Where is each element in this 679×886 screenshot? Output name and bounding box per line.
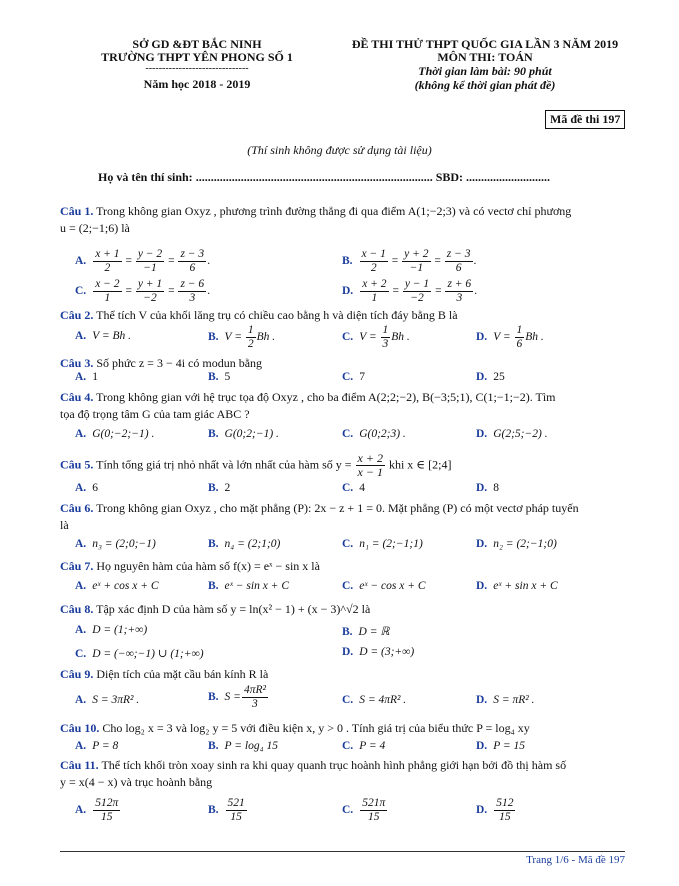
question-label: Câu 10. bbox=[60, 721, 100, 735]
q11-option-b[interactable]: B. $\frac{521}{15}$ bbox=[208, 797, 245, 823]
question-6 bbox=[60, 500, 626, 534]
question-5 bbox=[60, 452, 626, 479]
page-footer: Trang 1/6 - Mã đề 197 bbox=[526, 854, 625, 866]
name-dots: ............................................................................... bbox=[195, 170, 433, 184]
question-10 bbox=[60, 720, 626, 737]
question-text: Thể tích khối tròn xoay sinh ra khi quay quanh trục hoành hình phẳng giới hạn bởi đồ thị hàm số bbox=[98, 758, 567, 772]
exam-code: Mã đề thi 197 bbox=[545, 110, 625, 129]
q4-option-a[interactable]: A. G(0;−2;−1) . bbox=[75, 428, 155, 440]
q5-option-c[interactable]: C. 4 bbox=[342, 482, 365, 494]
name-label: Họ và tên thí sinh: bbox=[98, 170, 196, 184]
q11-option-d[interactable]: D. $\frac{512}{15}$ bbox=[476, 797, 514, 823]
q9-option-c[interactable]: C. S = 4πR² . bbox=[342, 694, 407, 706]
question-3 bbox=[60, 355, 626, 372]
school-name: TRƯỜNG THPT YÊN PHONG SỐ 1 bbox=[101, 50, 293, 64]
question-7 bbox=[60, 558, 626, 575]
exam-title: ĐỀ THI THỬ THPT QUỐC GIA LẦN 3 NĂM 2019 bbox=[351, 37, 619, 51]
question-label: Câu 11. bbox=[60, 758, 99, 772]
question-4 bbox=[60, 389, 626, 423]
question-2 bbox=[60, 307, 626, 324]
question-text: Số phức z = 3 − 4i có modun bằng bbox=[93, 356, 263, 370]
q3-option-d[interactable]: D. 25 bbox=[476, 371, 505, 383]
subject: MÔN THI: TOÁN bbox=[437, 50, 533, 64]
question-label: Câu 1. bbox=[60, 204, 94, 218]
question-text-2: u = (2;−1;6) là bbox=[60, 221, 130, 235]
q7-option-d[interactable]: D. eˣ + sin x + C bbox=[476, 580, 558, 592]
q4-option-b[interactable]: B. G(0;2;−1) . bbox=[208, 428, 279, 440]
question-text-2: là bbox=[60, 518, 69, 532]
question-text-2: y = x(4 − x) và trục hoành bằng bbox=[60, 775, 213, 789]
q6-option-c[interactable]: C. n₁ = (2;−1;1) bbox=[342, 538, 423, 550]
sbd-label: SBD: bbox=[432, 170, 467, 184]
q11-option-c[interactable]: C. $\frac{521\pi}{15}$ bbox=[342, 797, 386, 823]
q8-option-a[interactable]: A. D = (1;+∞) bbox=[75, 624, 148, 636]
q11-option-a[interactable]: A. $\frac{512\pi}{15}$ bbox=[75, 797, 119, 823]
q1-option-c[interactable]: C. $\frac{x - 2}{1}$ = $\frac{y + 1}{-2}$ = $\frac{z - 6}{3}$ . bbox=[75, 278, 211, 304]
q5-option-d[interactable]: D. 8 bbox=[476, 482, 499, 494]
q7-option-c[interactable]: C. eˣ − cos x + C bbox=[342, 580, 426, 592]
q6-option-b[interactable]: B. n₄ = (2;1;0) bbox=[208, 538, 281, 550]
question-label: Câu 2. bbox=[60, 308, 94, 322]
question-text-2: tọa độ trọng tâm G của tam giác ABC ? bbox=[60, 407, 250, 421]
question-1 bbox=[60, 203, 626, 237]
question-text: Tính tổng giá trị nhỏ nhất và lớn nhất của hàm số y = bbox=[93, 457, 352, 472]
question-text: Trong không gian Oxyz , cho mặt phẳng (P): 2x − z + 1 = 0. Mặt phẳng (P) có một vectơ pháp tuyến bbox=[93, 501, 579, 515]
question-text: Họ nguyên hàm của hàm số f(x) = eˣ − sin x là bbox=[93, 559, 320, 573]
q4-option-d[interactable]: D. G(2;5;−2) . bbox=[476, 428, 548, 440]
question-text: Trong không gian với hệ trục tọa độ Oxyz , cho ba điểm A(2;2;−2), B(−3;5;1), C(1;−1;−2). Tìm bbox=[93, 390, 556, 404]
sbd-dots: ............................ bbox=[466, 170, 551, 184]
q2-option-a[interactable]: A. V = Bh . bbox=[75, 330, 132, 342]
question-text: Thể tích V của khối lăng trụ có chiều cao bằng h và diện tích đáy bằng B là bbox=[93, 308, 458, 322]
question-label: Câu 6. bbox=[60, 501, 94, 515]
q2-option-c[interactable]: C. V = $\frac{1}{3}$ Bh . bbox=[342, 324, 410, 350]
q1-option-b[interactable]: B. $\frac{x - 1}{2}$ = $\frac{y + 2}{-1}$ = $\frac{z - 3}{6}$ . bbox=[342, 248, 477, 274]
q8-option-d[interactable]: D. D = (3;+∞) bbox=[342, 646, 415, 658]
q2-option-b[interactable]: B. V = $\frac{1}{2}$ Bh . bbox=[208, 324, 276, 350]
exam-time: Thời gian làm bài: 90 phút bbox=[418, 64, 552, 78]
question-label: Câu 3. bbox=[60, 356, 94, 370]
q3-option-b[interactable]: B. 5 bbox=[208, 371, 231, 383]
question-11 bbox=[60, 757, 626, 791]
q5-option-b[interactable]: B. 2 bbox=[208, 482, 231, 494]
q5-option-a[interactable]: A. 6 bbox=[75, 482, 98, 494]
question-text: Diện tích của mặt cầu bán kính R là bbox=[93, 667, 269, 681]
q9-option-a[interactable]: A. S = 3πR² . bbox=[75, 694, 140, 706]
q7-option-b[interactable]: B. eˣ − sin x + C bbox=[208, 580, 289, 592]
candidate-line bbox=[98, 170, 550, 185]
q9-option-b[interactable]: B. S = $\frac{\text{4πR²}}{3}$ bbox=[208, 684, 266, 710]
q2-option-d[interactable]: D. V = $\frac{1}{6}$ Bh . bbox=[476, 324, 544, 350]
q5-fraction: $\frac{x + 2}{x - 1}$ bbox=[357, 451, 383, 479]
school-year: Năm học 2018 - 2019 bbox=[143, 77, 251, 91]
q8-option-b[interactable]: B. D = ℝ bbox=[342, 626, 390, 638]
question-label: Câu 8. bbox=[60, 602, 94, 616]
question-text: Trong không gian Oxyz , phương trình đường thẳng đi qua điểm A(1;−2;3) và có vectơ chỉ phương bbox=[93, 204, 572, 218]
q4-option-c[interactable]: C. G(0;2;3) . bbox=[342, 428, 406, 440]
q6-option-a[interactable]: A. n₃ = (2;0;−1) bbox=[75, 538, 156, 550]
q6-option-d[interactable]: D. n₂ = (2;−1;0) bbox=[476, 538, 557, 550]
question-text: Cho log₂ x = 3 và log₂ y = 5 với điều kiện x, y > 0 . Tính giá trị của biểu thức P = log₄ xy bbox=[99, 721, 530, 735]
q3-option-c[interactable]: C. 7 bbox=[342, 371, 365, 383]
dept-name: SỞ GD &ĐT BẮC NINH bbox=[132, 37, 262, 51]
question-label: Câu 9. bbox=[60, 667, 94, 681]
q1-option-a[interactable]: A. $\frac{x + 1}{2}$ = $\frac{y - 2}{-1}$ = $\frac{z - 3}{6}$ . bbox=[75, 248, 211, 274]
q10-option-b[interactable]: B. P = log₄ 15 bbox=[208, 740, 278, 752]
q8-option-c[interactable]: C. D = (−∞;−1) ∪ (1;+∞) bbox=[75, 648, 204, 660]
question-9 bbox=[60, 666, 626, 683]
question-label: Câu 4. bbox=[60, 390, 94, 404]
question-text-after: khi x ∈ [2;4] bbox=[385, 457, 452, 472]
q10-option-a[interactable]: A. P = 8 bbox=[75, 740, 119, 752]
instruction: (Thí sinh không được sử dụng tài liệu) bbox=[247, 143, 432, 157]
q3-option-a[interactable]: A. 1 bbox=[75, 371, 98, 383]
q7-option-a[interactable]: A. eˣ + cos x + C bbox=[75, 580, 159, 592]
exam-note: (không kể thời gian phát đề) bbox=[414, 78, 556, 92]
question-text: Tập xác định D của hàm số y = ln(x² − 1) + (x − 3)^√2 là bbox=[93, 602, 371, 616]
footer-divider bbox=[60, 851, 625, 852]
q10-option-d[interactable]: D. P = 15 bbox=[476, 740, 526, 752]
header-rule: ------------------------------- bbox=[145, 63, 249, 74]
q10-option-c[interactable]: C. P = 4 bbox=[342, 740, 386, 752]
question-label: Câu 7. bbox=[60, 559, 94, 573]
q1-option-d[interactable]: D. $\frac{x + 2}{1}$ = $\frac{y - 1}{-2}$ = $\frac{z + 6}{3}$ . bbox=[342, 278, 478, 304]
q9-option-d[interactable]: D. S = πR² . bbox=[476, 694, 535, 706]
question-label: Câu 5. bbox=[60, 457, 94, 472]
question-8 bbox=[60, 601, 626, 618]
